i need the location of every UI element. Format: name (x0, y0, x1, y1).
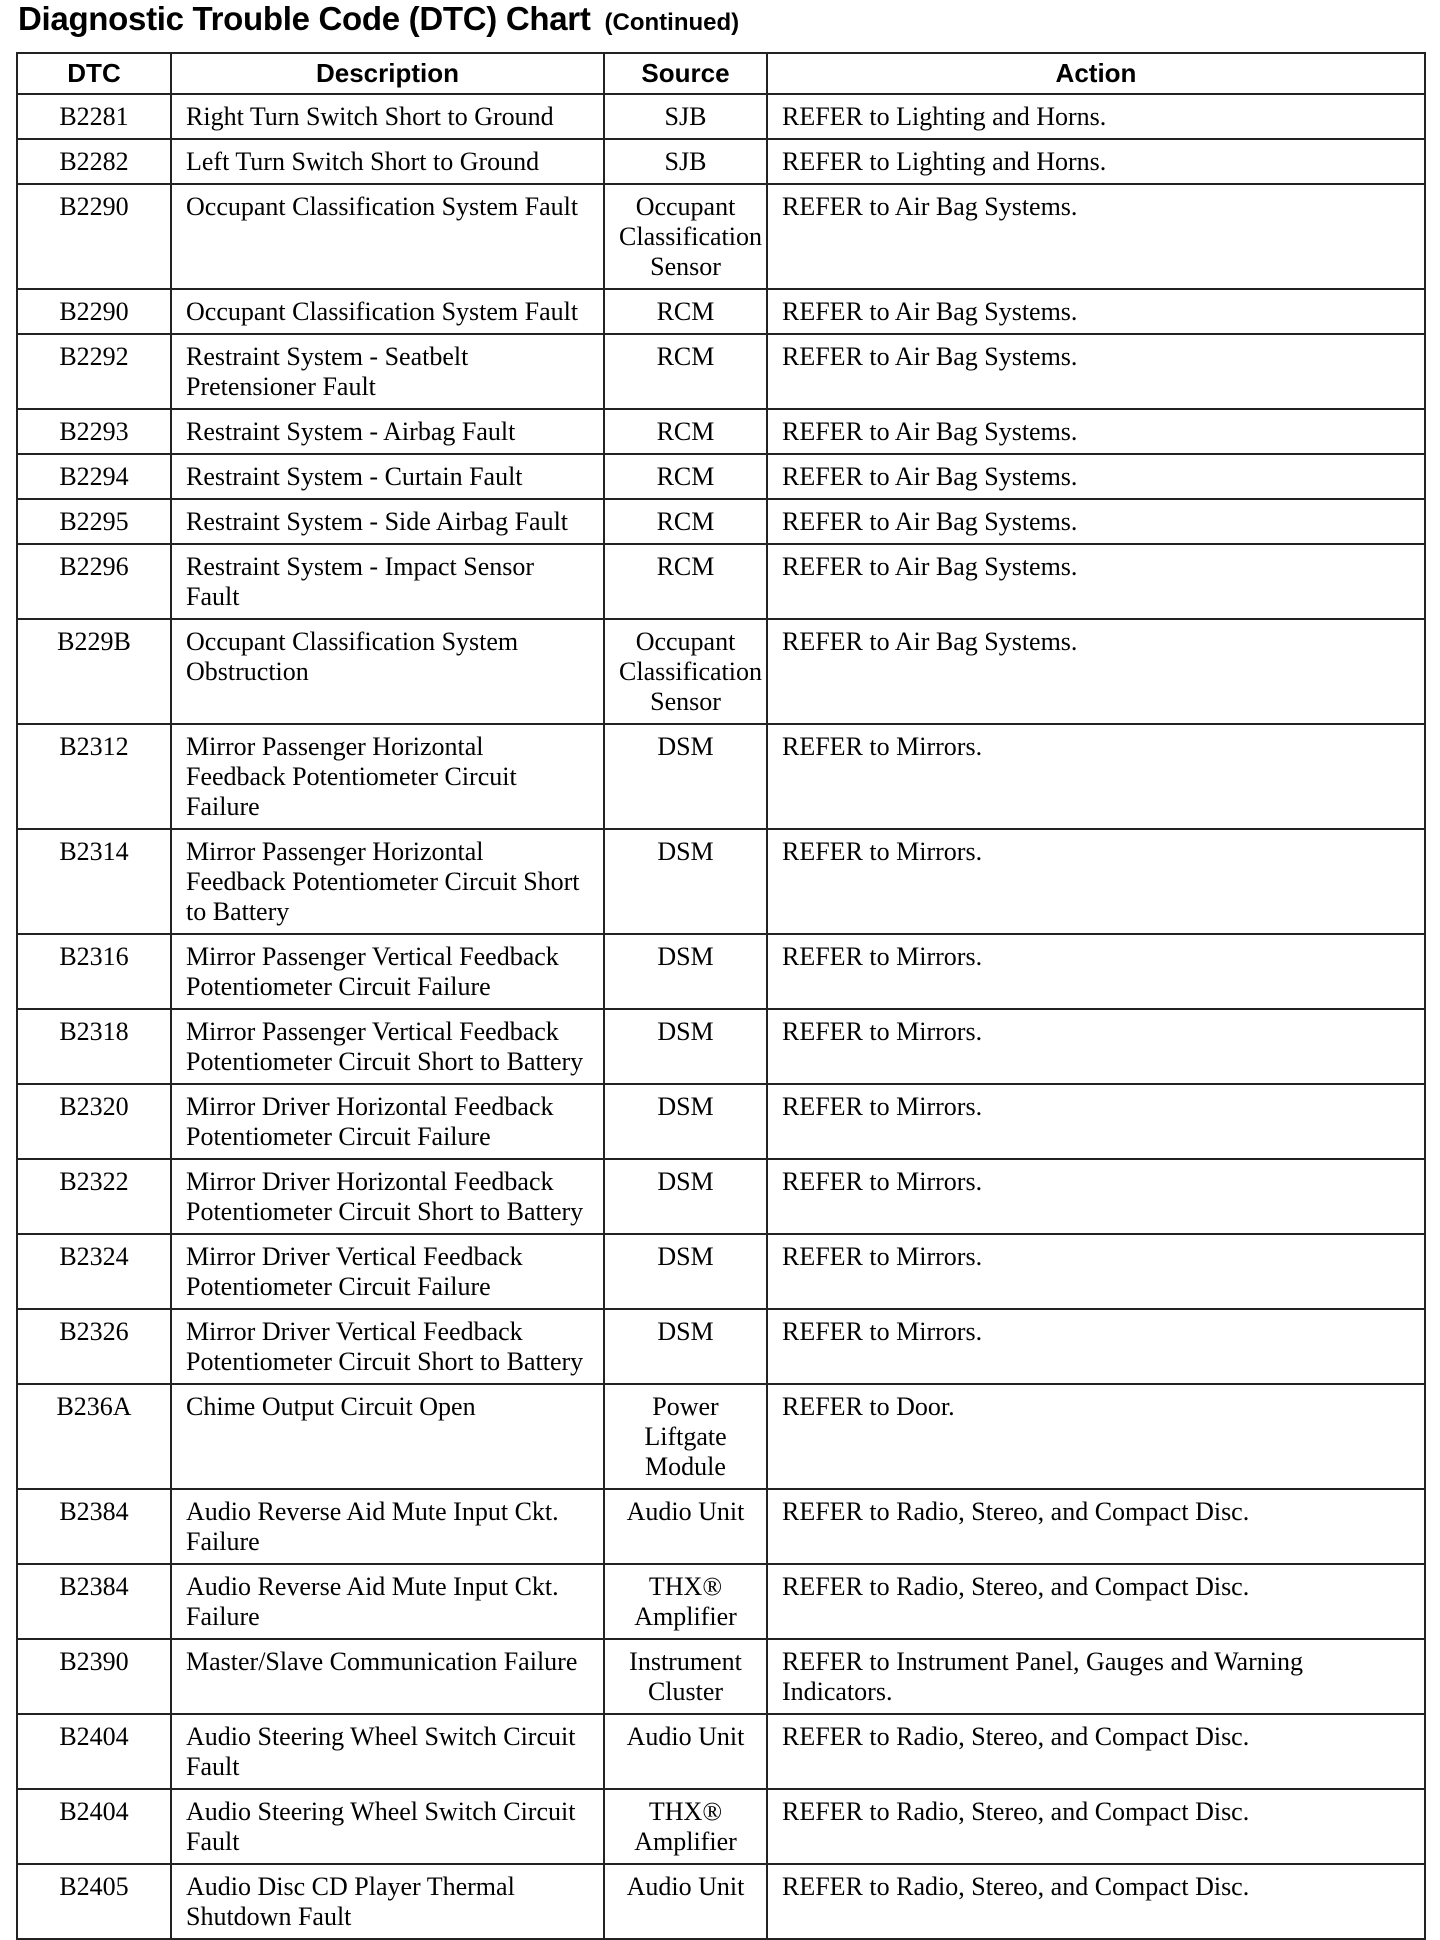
table-row (17, 1489, 1425, 1564)
column-header-action: Action (767, 53, 1425, 94)
cell-action: REFER to Air Bag Systems. (767, 289, 1425, 334)
cell-source: Audio Unit (604, 1489, 767, 1564)
cell-description: Mirror Driver Horizontal Feedback Potentiometer Circuit Failure (171, 1084, 604, 1159)
cell-dtc: B2281 (17, 94, 171, 139)
table-header-row (17, 53, 1425, 94)
cell-dtc: B2290 (17, 289, 171, 334)
cell-action: REFER to Air Bag Systems. (767, 454, 1425, 499)
cell-action: REFER to Air Bag Systems. (767, 544, 1425, 619)
cell-source: Power Liftgate Module (604, 1384, 767, 1489)
cell-description: Restraint System - Curtain Fault (171, 454, 604, 499)
cell-action: REFER to Instrument Panel, Gauges and Warning Indicators. (767, 1639, 1425, 1714)
cell-description: Master/Slave Communication Failure (171, 1639, 604, 1714)
table-row (17, 184, 1425, 289)
cell-dtc: B2405 (17, 1864, 171, 1939)
table-row (17, 1009, 1425, 1084)
cell-description: Audio Reverse Aid Mute Input Ckt. Failure (171, 1489, 604, 1564)
cell-description: Occupant Classification System Fault (171, 289, 604, 334)
table-row (17, 499, 1425, 544)
table-row (17, 1639, 1425, 1714)
table-body (17, 94, 1425, 1939)
chart-title: Diagnostic Trouble Code (DTC) Chart (18, 0, 591, 37)
table-row (17, 409, 1425, 454)
cell-action: REFER to Air Bag Systems. (767, 499, 1425, 544)
cell-description: Restraint System - Airbag Fault (171, 409, 604, 454)
cell-action: REFER to Radio, Stereo, and Compact Disc. (767, 1564, 1425, 1639)
cell-source: RCM (604, 544, 767, 619)
cell-description: Mirror Driver Vertical Feedback Potentiometer Circuit Short to Battery (171, 1309, 604, 1384)
cell-action: REFER to Radio, Stereo, and Compact Disc. (767, 1789, 1425, 1864)
cell-action: REFER to Mirrors. (767, 1309, 1425, 1384)
cell-action: REFER to Mirrors. (767, 1159, 1425, 1234)
cell-source: DSM (604, 829, 767, 934)
table-row (17, 724, 1425, 829)
cell-dtc: B229B (17, 619, 171, 724)
cell-source: RCM (604, 454, 767, 499)
table-row (17, 454, 1425, 499)
cell-source: DSM (604, 1234, 767, 1309)
cell-description: Chime Output Circuit Open (171, 1384, 604, 1489)
cell-description: Right Turn Switch Short to Ground (171, 94, 604, 139)
continued-label: (Continued) (604, 9, 740, 36)
table-row (17, 829, 1425, 934)
cell-dtc: B2384 (17, 1564, 171, 1639)
cell-dtc: B2292 (17, 334, 171, 409)
cell-action: REFER to Mirrors. (767, 1084, 1425, 1159)
table-row (17, 94, 1425, 139)
cell-dtc: B2314 (17, 829, 171, 934)
cell-description: Audio Reverse Aid Mute Input Ckt. Failure (171, 1564, 604, 1639)
cell-description: Mirror Passenger Vertical Feedback Potentiometer Circuit Short to Battery (171, 1009, 604, 1084)
cell-action: REFER to Radio, Stereo, and Compact Disc. (767, 1714, 1425, 1789)
column-header-source: Source (604, 53, 767, 94)
cell-dtc: B2384 (17, 1489, 171, 1564)
cell-action: REFER to Mirrors. (767, 829, 1425, 934)
table-row (17, 1309, 1425, 1384)
cell-action: REFER to Air Bag Systems. (767, 334, 1425, 409)
cell-description: Audio Disc CD Player Thermal Shutdown Fault (171, 1864, 604, 1939)
column-header-dtc: DTC (17, 53, 171, 94)
column-header-description: Description (171, 53, 604, 94)
cell-description: Mirror Passenger Horizontal Feedback Potentiometer Circuit Failure (171, 724, 604, 829)
cell-description: Occupant Classification System Obstruction (171, 619, 604, 724)
cell-source: Audio Unit (604, 1714, 767, 1789)
dtc-table (16, 52, 1426, 1940)
table-row (17, 334, 1425, 409)
cell-action: REFER to Mirrors. (767, 1009, 1425, 1084)
page-title (18, 0, 739, 44)
table-row (17, 1714, 1425, 1789)
cell-description: Audio Steering Wheel Switch Circuit Fault (171, 1714, 604, 1789)
table-row (17, 544, 1425, 619)
cell-dtc: B2404 (17, 1789, 171, 1864)
cell-source: DSM (604, 934, 767, 1009)
cell-dtc: B2320 (17, 1084, 171, 1159)
table-row (17, 934, 1425, 1009)
table-row (17, 1234, 1425, 1309)
table-row (17, 1384, 1425, 1489)
cell-source: DSM (604, 1159, 767, 1234)
cell-dtc: B2324 (17, 1234, 171, 1309)
cell-dtc: B2294 (17, 454, 171, 499)
table-row (17, 1084, 1425, 1159)
cell-action: REFER to Lighting and Horns. (767, 139, 1425, 184)
table-row (17, 139, 1425, 184)
cell-description: Restraint System - Side Airbag Fault (171, 499, 604, 544)
cell-source: RCM (604, 334, 767, 409)
cell-dtc: B2293 (17, 409, 171, 454)
cell-action: REFER to Air Bag Systems. (767, 184, 1425, 289)
cell-source: RCM (604, 499, 767, 544)
cell-description: Mirror Driver Horizontal Feedback Potentiometer Circuit Short to Battery (171, 1159, 604, 1234)
cell-dtc: B236A (17, 1384, 171, 1489)
cell-description: Left Turn Switch Short to Ground (171, 139, 604, 184)
cell-description: Mirror Driver Vertical Feedback Potentiometer Circuit Failure (171, 1234, 604, 1309)
cell-action: REFER to Mirrors. (767, 724, 1425, 829)
cell-dtc: B2326 (17, 1309, 171, 1384)
cell-source: RCM (604, 409, 767, 454)
cell-action: REFER to Air Bag Systems. (767, 619, 1425, 724)
cell-action: REFER to Radio, Stereo, and Compact Disc. (767, 1864, 1425, 1939)
table-row (17, 289, 1425, 334)
cell-source: SJB (604, 94, 767, 139)
cell-action: REFER to Mirrors. (767, 1234, 1425, 1309)
table-row (17, 1564, 1425, 1639)
table-row (17, 1864, 1425, 1939)
cell-action: REFER to Air Bag Systems. (767, 409, 1425, 454)
cell-action: REFER to Door. (767, 1384, 1425, 1489)
cell-dtc: B2296 (17, 544, 171, 619)
cell-action: REFER to Lighting and Horns. (767, 94, 1425, 139)
cell-dtc: B2404 (17, 1714, 171, 1789)
cell-action: REFER to Mirrors. (767, 934, 1425, 1009)
table-row (17, 1159, 1425, 1234)
cell-dtc: B2295 (17, 499, 171, 544)
cell-source: DSM (604, 1009, 767, 1084)
cell-description: Mirror Passenger Vertical Feedback Potentiometer Circuit Failure (171, 934, 604, 1009)
cell-description: Restraint System - Seatbelt Pretensioner Fault (171, 334, 604, 409)
cell-source: SJB (604, 139, 767, 184)
cell-description: Restraint System - Impact Sensor Fault (171, 544, 604, 619)
cell-dtc: B2316 (17, 934, 171, 1009)
cell-dtc: B2318 (17, 1009, 171, 1084)
cell-dtc: B2312 (17, 724, 171, 829)
cell-source: Occupant Classification Sensor (604, 184, 767, 289)
cell-dtc: B2282 (17, 139, 171, 184)
cell-source: RCM (604, 289, 767, 334)
table-row (17, 1789, 1425, 1864)
cell-description: Mirror Passenger Horizontal Feedback Potentiometer Circuit Short to Battery (171, 829, 604, 934)
cell-source: Instrument Cluster (604, 1639, 767, 1714)
cell-source: Audio Unit (604, 1864, 767, 1939)
cell-source: Occupant Classification Sensor (604, 619, 767, 724)
cell-description: Audio Steering Wheel Switch Circuit Fault (171, 1789, 604, 1864)
cell-source: DSM (604, 1309, 767, 1384)
cell-dtc: B2390 (17, 1639, 171, 1714)
table-row (17, 619, 1425, 724)
cell-action: REFER to Radio, Stereo, and Compact Disc. (767, 1489, 1425, 1564)
cell-source: DSM (604, 724, 767, 829)
cell-source: DSM (604, 1084, 767, 1159)
cell-source: THX® Amplifier (604, 1789, 767, 1864)
cell-dtc: B2290 (17, 184, 171, 289)
cell-description: Occupant Classification System Fault (171, 184, 604, 289)
cell-source: THX® Amplifier (604, 1564, 767, 1639)
cell-dtc: B2322 (17, 1159, 171, 1234)
